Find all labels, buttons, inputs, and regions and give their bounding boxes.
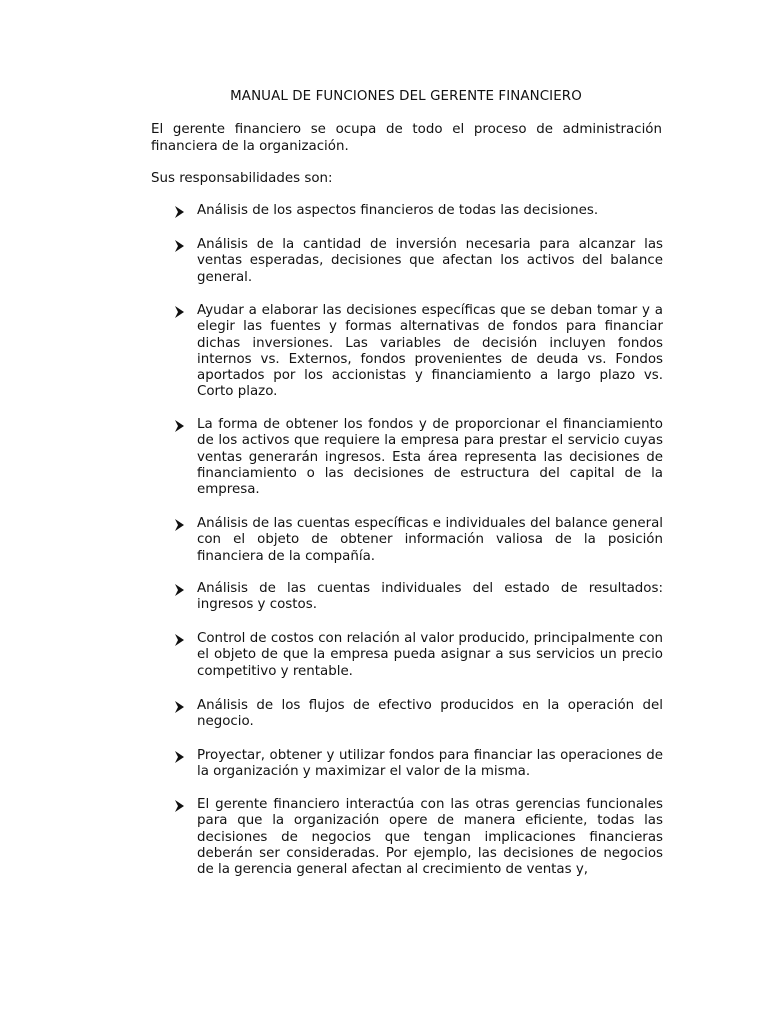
list-item-text: Ayudar a elaborar las decisiones específicas que se deban tomar y a elegir las fuentes y formas alternativas de fondos para financiar dichas inversiones. Las variables de decisión incluyen fondos internos vs. Externos, fondos provenientes de deuda vs. Fondos aportados por los accionistas y financiamiento a largo plazo vs. Corto plazo. <box>197 303 663 400</box>
list-item-text: Análisis de las cuentas específicas e individuales del balance general con el objeto de obtener información valiosa de la posición financiera de la compañía. <box>197 516 663 564</box>
list-item-text: La forma de obtener los fondos y de proporcionar el financiamiento de los activos que requiere la empresa para prestar el servicio cuyas ventas generarán ingresos. Esta área representa las decisiones de financiamiento o las decisiones de estructura del capital de la empresa. <box>197 417 663 498</box>
responsibilities-heading: Sus responsabilidades son: <box>151 171 333 186</box>
list-item-text: Análisis de las cuentas individuales del estado de resultados: ingresos y costos. <box>197 581 663 613</box>
list-item-text: Análisis de los flujos de efectivo producidos en la operación del negocio. <box>197 698 663 730</box>
list-item-text: Análisis de los aspectos financieros de todas las decisiones. <box>197 203 599 218</box>
arrowhead-bullet-icon <box>173 418 187 434</box>
list-item-text: Proyectar, obtener y utilizar fondos para financiar las operaciones de la organización y maximizar el valor de la misma. <box>197 748 663 780</box>
arrowhead-bullet-icon <box>173 798 187 814</box>
arrowhead-bullet-icon <box>173 238 187 254</box>
document-title: MANUAL DE FUNCIONES DEL GERENTE FINANCIERO <box>230 89 582 104</box>
arrowhead-bullet-icon <box>173 632 187 648</box>
arrowhead-bullet-icon <box>173 304 187 320</box>
list-item-text: Control de costos con relación al valor producido, principalmente con el objeto de que la empresa pueda asignar a sus servicios un precio competitivo y rentable. <box>197 631 663 679</box>
arrowhead-bullet-icon <box>173 204 187 220</box>
list-item-text: El gerente financiero interactúa con las otras gerencias funcionales para que la organización opere de manera eficiente, todas las decisiones de negocios que tengan implicaciones financieras deberán ser consideradas. Por ejemplo, las decisiones de negocios de la gerencia general afectan al crecimiento de ventas y, <box>197 797 663 878</box>
arrowhead-bullet-icon <box>173 582 187 598</box>
list-item-text: Análisis de la cantidad de inversión necesaria para alcanzar las ventas esperadas, decisiones que afectan los activos del balance general. <box>197 237 663 285</box>
intro-paragraph: El gerente financiero se ocupa de todo el proceso de administración financiera de la organización. <box>151 122 662 154</box>
arrowhead-bullet-icon <box>173 749 187 765</box>
arrowhead-bullet-icon <box>173 699 187 715</box>
arrowhead-bullet-icon <box>173 517 187 533</box>
